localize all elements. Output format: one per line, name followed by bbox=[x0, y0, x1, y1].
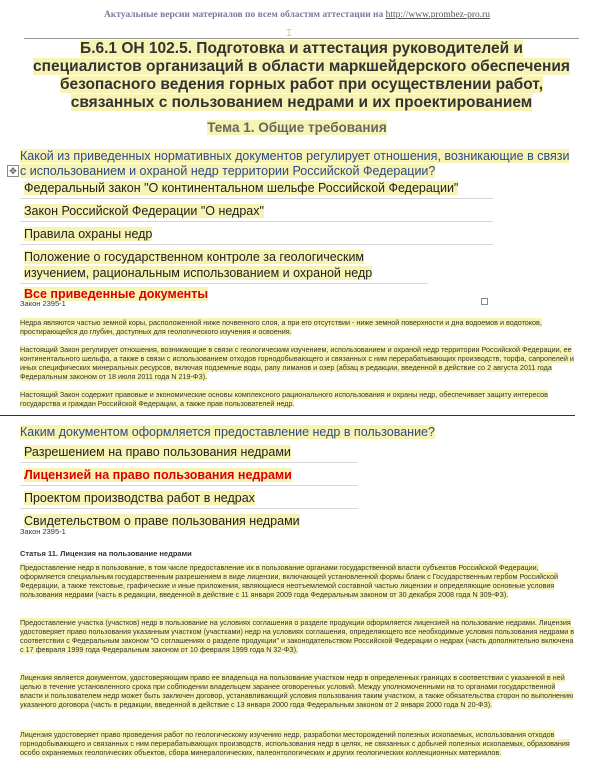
q1-paragraph-3: Настоящий Закон содержит правовые и экономические основы комплексного рационального использования и охраны недр, обеспечивает защиту интересов государства и граждан Российской Федерации, а также прав пользователей недр. bbox=[20, 390, 548, 408]
text-cursor-icon: ⌶ bbox=[286, 28, 292, 39]
article-heading: Статья 11. Лицензия на пользование недрами bbox=[20, 549, 192, 558]
q1-paragraph-1: Недра являются частью земной коры, расположенной ниже почвенного слоя, а при его отсутствии - ниже земной поверхности и дна водоемов и водотоков, простирающейся до глубин, доступных для геологического изучения и освоения. bbox=[20, 318, 542, 336]
q2-option-1[interactable]: Разрешением на право пользования недрами bbox=[20, 442, 358, 463]
header-note bbox=[0, 10, 594, 20]
q1-option-1[interactable]: Федеральный закон "О континентальном шельфе Российской Федерации" bbox=[20, 178, 493, 199]
q1-option-3[interactable]: Правила охраны недр bbox=[20, 224, 493, 245]
question-1: Какой из приведенных нормативных документов регулирует отношения, возникающие в связи с использованием и охраной недр территории Российской Федерации? bbox=[20, 149, 570, 178]
resize-handle-icon[interactable] bbox=[481, 298, 488, 305]
page-title: Б.6.1 ОН 102.5. Подготовка и аттестация руководителей и специалистов организаций в области маркшейдерского обеспечения безопасного ведения горных работ при осуществлении работ, связанных с пользованием недрами и их проектированием bbox=[33, 40, 570, 111]
section-divider bbox=[0, 415, 575, 416]
q2-option-2-correct[interactable]: Лицензией на право пользования недрами bbox=[20, 465, 358, 486]
q2-law-ref: Закон 2395-1 bbox=[20, 527, 66, 536]
q2-paragraph-2: Предоставление участка (участков) недр в пользование на условиях соглашения о разделе продукции оформляется лицензией на пользование недрами. Лицензия удостоверяет право пользования указанным участком (участками) недр на условиях соглашения, определяющего все необходимые условия пользования недрами в соответствии с Федеральным законом "О соглашениях о разделе продукции" и законодательством Российской Федерации о недрах (часть дополнительно включена с 17 февраля 1999 года Федеральным законом от 10 февраля 1999 года N 32-ФЗ). bbox=[20, 618, 575, 654]
q2-option-3[interactable]: Проектом производства работ в недрах bbox=[20, 488, 358, 509]
q1-option-2[interactable]: Закон Российской Федерации "О недрах" bbox=[20, 201, 493, 222]
q2-paragraph-1: Предоставление недр в пользование, в том числе предоставление их в пользование органами государственной власти субъектов Российской Федерации, оформляется специальным государственным разрешением в виде лицензии, включающей установленной формы бланк с Государственным гербом Российской Федерации, а также текстовые, графические и иные приложения, являющиеся неотъемлемой составной частью лицензии и определяющие основные условия пользования недрами (часть в редакции, введенной в действие с 11 января 2009 года Федеральным законом от 30 декабря 2008 года N 309-ФЗ). bbox=[20, 563, 558, 599]
q1-paragraph-2: Настоящий Закон регулирует отношения, возникающие в связи с геологическим изучением, использованием и охраной недр территории Российской Федерации, ее континентального шельфа, а также в связи с использованием отходов горнодобывающего и связанных с ним перерабатывающих производств, торфа, сапропелей и иных специфических минеральных ресурсов, включая подземные воды, рапу лиманов и озер (абзац в редакции, введенной в действие со 2 августа 2011 года Федеральным законом от 18 июля 2011 года N 219-ФЗ). bbox=[20, 345, 574, 381]
q1-law-ref: Закон 2395-1 bbox=[20, 299, 66, 308]
q2-option-4[interactable]: Свидетельством о праве пользования недрами bbox=[24, 514, 300, 528]
q1-option-4[interactable]: Положение о государственном контроле за геологическим изучением, рациональным использованием и охраной недр bbox=[20, 247, 428, 284]
q2-paragraph-3: Лицензия является документом, удостоверяющим право ее владельца на пользование участком недр в определенных границах в соответствии с указанной в ней целью в течение установленного срока при соблюдении владельцем заранее оговоренных условий. Между уполномоченными на то органами государственной власти и пользователем недр может быть заключен договор, устанавливающий условия пользования таким участком, а также обязательства сторон по выполнению указанного договора (часть в редакции, введенной в действие с 13 января 2000 года Федеральным законом от 2 января 2000 года N 20-ФЗ). bbox=[20, 673, 574, 709]
header-link[interactable]: http://www.prombez-pro.ru bbox=[385, 10, 491, 20]
theme-heading: Тема 1. Общие требования bbox=[207, 120, 387, 135]
q2-paragraph-4: Лицензия удостоверяет право проведения работ по геологическому изучению недр, разработки месторождений полезных ископаемых, использования отходов горнодобывающего и связанных с ним перерабатывающих производств, использования недр в целях, не связанных с добычей полезных ископаемых, образования особо охраняемых геологических объектов, сбора минералогических, палеонтологических и других геологических коллекционных материалов. bbox=[20, 730, 570, 757]
q1-option-5-correct[interactable]: Все приведенные документы bbox=[24, 287, 208, 301]
title-rule bbox=[24, 38, 579, 39]
table-move-icon[interactable]: ✥ bbox=[7, 165, 19, 177]
header-text: Актуальные версии материалов по всем областям аттестации на bbox=[103, 10, 386, 20]
question-2: Каким документом оформляется предоставление недр в пользование? bbox=[20, 425, 435, 439]
